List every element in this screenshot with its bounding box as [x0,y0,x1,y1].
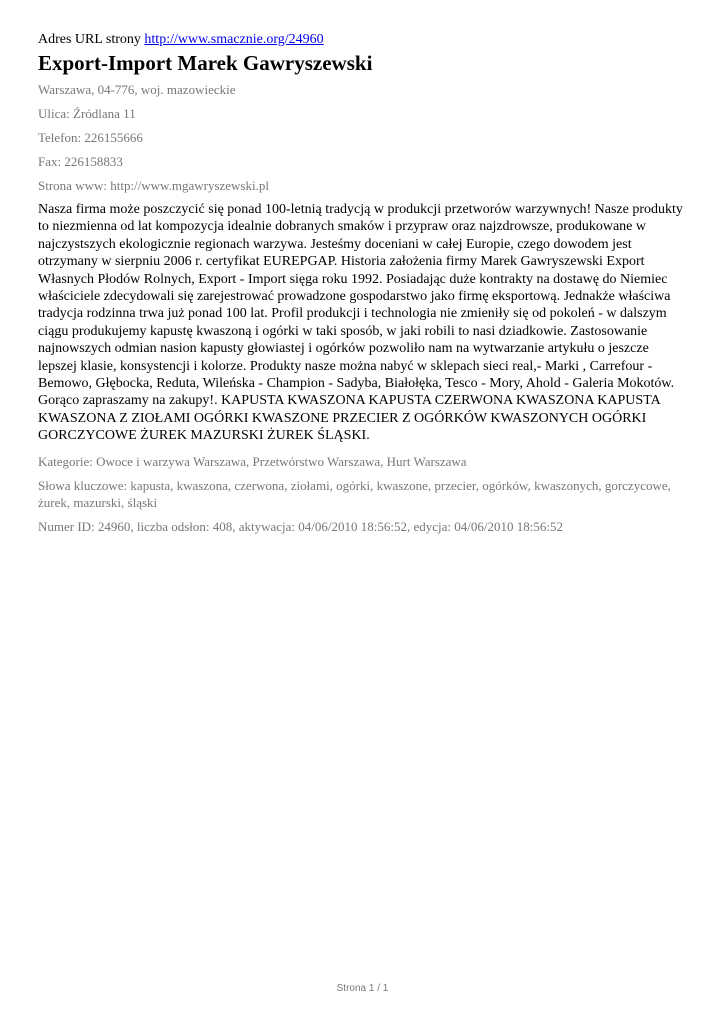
company-details [38,81,688,194]
page-number-footer: Strona 1 / 1 [336,983,389,994]
page-url-link[interactable]: http://www.smacznie.org/24960 [144,32,324,47]
company-street: Ulica: Źródlana 11 [38,106,136,121]
categories-line: Kategorie: Owoce i warzywa Warszawa, Przetwórstwo Warszawa, Hurt Warszawa [38,453,467,469]
company-title: Export-Import Marek Gawryszewski [38,51,373,75]
company-fax: Fax: 226158833 [38,154,123,169]
page-url-line [38,31,688,49]
record-info-line: Numer ID: 24960, liczba odsłon: 408, aktywacja: 04/06/2010 18:56:52, edycja: 04/06/2010 18:56:52 [38,518,563,534]
company-description: Nasza firma może poszczycić się ponad 100-letnią tradycją w produkcji przetworów warzywnych! Nasze produkty to niezmienna od lat kompozycja idealnie dobranych smaków i przypraw oraz najzdrowsze, produkowane w najczystszych ekologicznie regionach warzywa. Jesteśmy doceniani w całej Europie, czego dowodem jest otrzymany w sierpniu 2006 r. certyfikat EUREPGAP. Historia założenia firmy Marek Gawryszewski Export Własnych Płodów Rolnych, Export - Import sięga roku 1992. Posiadając duże kontrakty na dostawę do Niemiec właściciele zdecydowali się zarejestrować prowadzone gospodarstwo jako firmę eksportową. Jednakże właściwa tradycja rodzinna trwa już ponad 100 lat. Profil produkcji i technologia nie zmieniły się od pokoleń - w dalszym ciągu produkujemy kapustę kwaszoną i ogórki w taki sposób, w jaki robili to nasi dziadkowie. Zastosowanie najnowszych odmian nasion kapusty głowiastej i ogórków pozwoliło nam na wytwarzanie artykułu o jeszcze lepszej klasie, konsystencji i kolorze. Produkty nasze można nabyć w sklepach sieci real,- Marki , Carrefour - Bemowo, Głębocka, Reduta, Wileńska - Champion - Sadyba, Białołęka, Tesco - Mory, Ahold - Galeria Mokotów. Gorąco zapraszamy na zakupy!. KAPUSTA KWASZONA KAPUSTA CZERWONA KWASZONA KAPUSTA KWASZONA Z ZIOŁAMI OGÓRKI KWASZONE PRZECIER Z OGÓRKÓW KWASZONYCH OGÓRKI GORCZYCOWE ŻUREK MAZURSKI ŻUREK ŚLĄSKI. [38,202,683,444]
keywords-line: Słowa kluczowe: kapusta, kwaszona, czerwona, ziołami, ogórki, kwaszone, przecier, ogórków, kwaszonych, gorczycowe, żurek, mazurski, śląski [38,477,671,510]
company-phone: Telefon: 226155666 [38,130,143,145]
url-label: Adres URL strony [38,32,141,47]
document-page [38,31,688,542]
company-location: Warszawa, 04-776, woj. mazowieckie [38,82,236,97]
company-website: Strona www: http://www.mgawryszewski.pl [38,178,269,193]
